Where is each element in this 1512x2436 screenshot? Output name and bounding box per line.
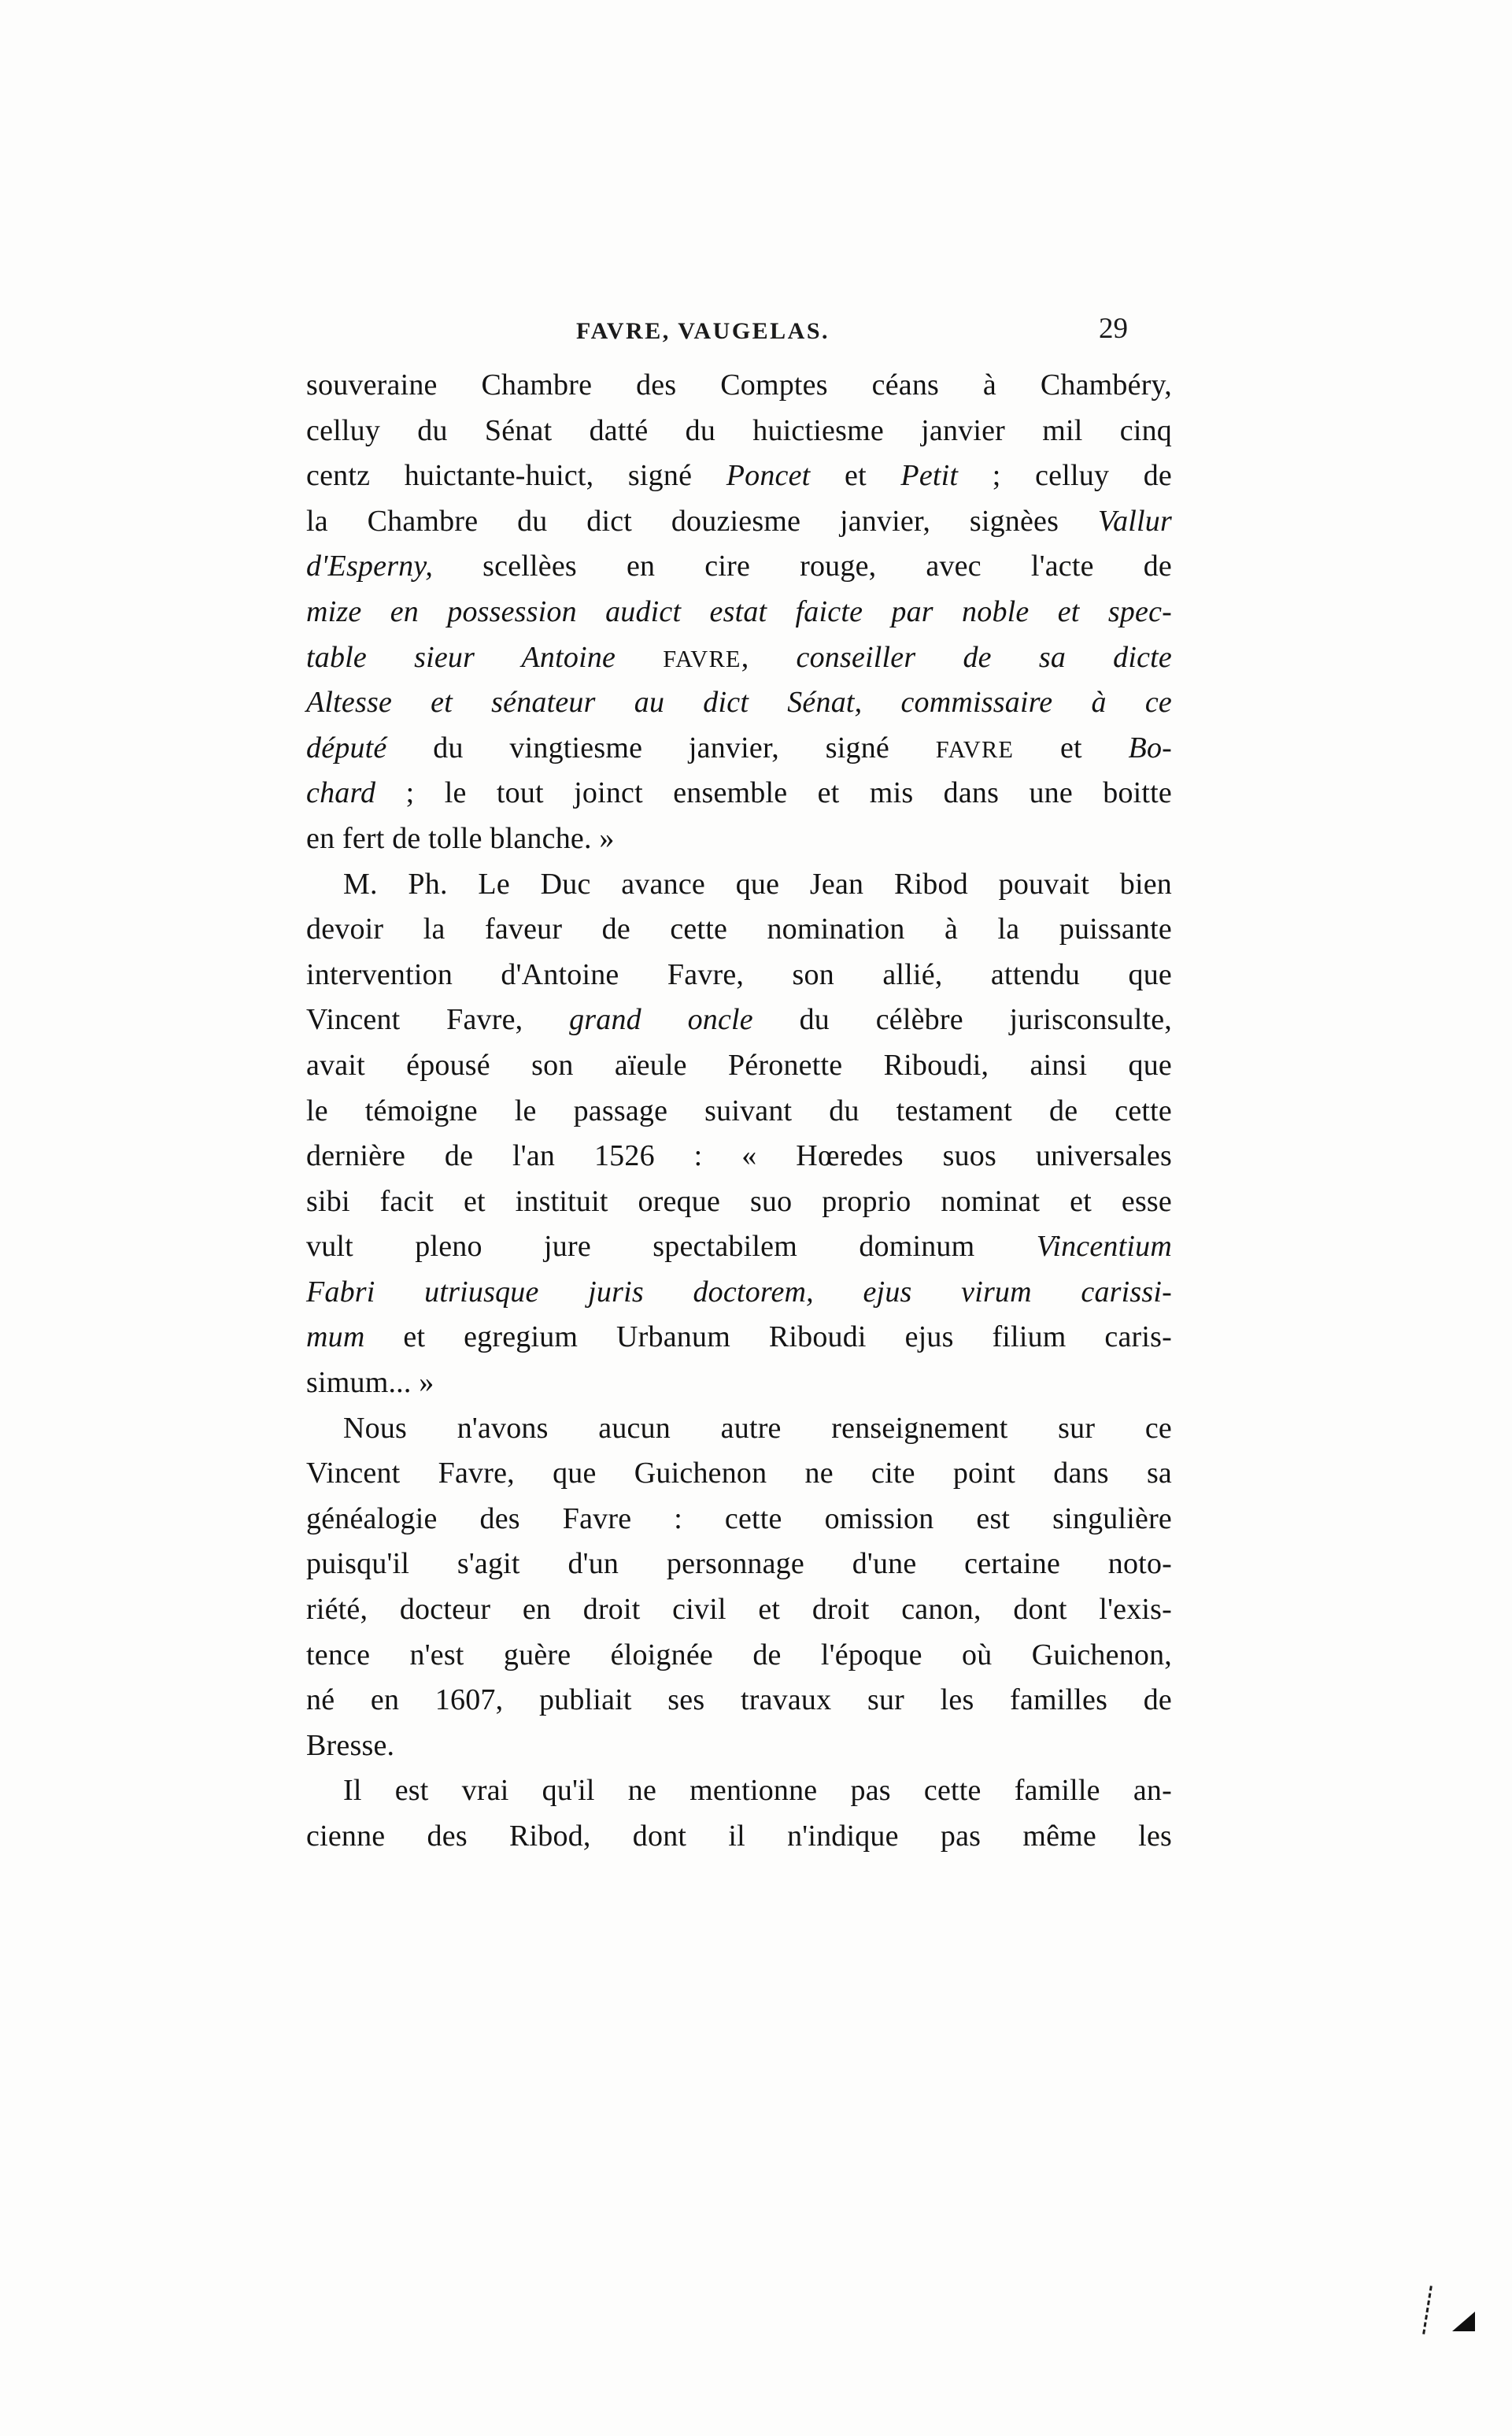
regular-text: la Chambre du dict douziesme janvier, signèes <box>306 504 1098 538</box>
regular-text: cienne des Ribod, dont il n'indique pas même les <box>306 1820 1172 1853</box>
regular-text: centz huictante-huict, signé <box>306 459 726 493</box>
italic-text: grand oncle <box>569 1003 753 1037</box>
regular-text: Il est vrai qu'il ne mentionne pas cette famille an- <box>343 1774 1172 1808</box>
regular-text: dernière de l'an 1526 : « Hœredes suos universales <box>306 1139 1172 1173</box>
text-line <box>306 998 1172 1043</box>
regular-text: celluy du Sénat datté du huictiesme janvier mil cinq <box>306 413 1172 447</box>
regular-text: du vingtiesme janvier, signé <box>386 731 936 764</box>
text-line <box>306 862 1172 908</box>
text-line <box>306 1633 1172 1679</box>
italic-text: député <box>306 731 387 764</box>
regular-text: M. Ph. Le Duc avance que Jean Ribod pouvait bien <box>343 867 1172 901</box>
text-line <box>306 1134 1172 1179</box>
running-title: FAVRE, VAUGELAS. <box>576 318 830 344</box>
italic-text: Fabri utriusque juris doctorem, ejus virum carissi- <box>306 1275 1172 1309</box>
regular-text: Nous n'avons aucun autre renseignement sur ce <box>343 1411 1172 1445</box>
text-line <box>306 635 1172 681</box>
smallcaps-name: FAVRE <box>663 645 741 672</box>
text-line <box>306 1587 1172 1633</box>
text-line <box>306 726 1172 772</box>
text-line <box>306 1315 1172 1361</box>
text-line <box>306 363 1172 409</box>
regular-text: et <box>810 459 901 493</box>
regular-text: avait épousé son aïeule Péronette Riboudi, ainsi que <box>306 1048 1172 1082</box>
regular-text: , <box>741 640 797 674</box>
text-line <box>306 1678 1172 1723</box>
text-line <box>306 1814 1172 1860</box>
scan-corner-triangle-icon <box>1452 2312 1475 2331</box>
text-line <box>306 1723 1172 1769</box>
regular-text: simum... » <box>306 1366 434 1400</box>
italic-text: mum <box>306 1320 365 1354</box>
text-line <box>306 1406 1172 1452</box>
text-line <box>306 1224 1172 1270</box>
regular-text: sibi facit et instituit oreque suo proprio nominat et esse <box>306 1184 1172 1218</box>
smallcaps-name: FAVRE <box>935 735 1015 763</box>
text-line <box>306 953 1172 998</box>
regular-text: ; celluy de <box>958 459 1173 493</box>
regular-text: et <box>1014 731 1129 764</box>
regular-text: ; le tout joinct ensemble et mis dans une boitte <box>375 776 1172 810</box>
regular-text: scellèes en cire rouge, avec l'acte de <box>433 550 1172 583</box>
text-line <box>306 1451 1172 1497</box>
text-line <box>306 771 1172 816</box>
text-line <box>306 1497 1172 1542</box>
italic-text: Vallur <box>1097 504 1172 538</box>
text-line <box>306 1270 1172 1316</box>
regular-text: Vincent Favre, que Guichenon ne cite point dans sa <box>306 1457 1172 1490</box>
italic-text: Poncet <box>726 459 811 493</box>
italic-text: table sieur Antoine <box>306 640 664 674</box>
text-line <box>306 544 1172 590</box>
regular-text: généalogie des Favre : cette omission est singulière <box>306 1501 1172 1535</box>
text-line <box>306 816 1172 862</box>
regular-text: Vincent Favre, <box>306 1003 570 1037</box>
text-line <box>306 1542 1172 1587</box>
text-line <box>306 1361 1172 1406</box>
regular-text: en fert de tolle blanche. » <box>306 821 615 855</box>
regular-text: vult pleno jure spectabilem dominum <box>306 1230 1037 1264</box>
regular-text: tence n'est guère éloignée de l'époque où Guichenon, <box>306 1638 1172 1672</box>
italic-text: Petit <box>900 459 959 493</box>
italic-text: conseiller de sa dicte <box>796 640 1172 674</box>
italic-text: Bo- <box>1128 731 1172 764</box>
regular-text: né en 1607, publiait ses travaux sur les familles de <box>306 1683 1172 1717</box>
regular-text: et egregium Urbanum Riboudi ejus filium caris- <box>364 1320 1172 1354</box>
text-line <box>306 680 1172 726</box>
regular-text: Bresse. <box>306 1728 395 1762</box>
italic-text: Vincentium <box>1036 1230 1172 1264</box>
italic-text: d'Esperny, <box>306 550 434 583</box>
regular-text: souveraine Chambre des Comptes céans à Chambéry, <box>306 368 1172 402</box>
text-line <box>306 1179 1172 1225</box>
page-number: 29 <box>1099 313 1128 345</box>
text-line <box>306 1089 1172 1135</box>
regular-text: devoir la faveur de cette nomination à la puissante <box>306 913 1172 946</box>
regular-text: intervention d'Antoine Favre, son allié, attendu que <box>306 957 1172 991</box>
italic-text: mize en possession audict estat faicte par noble et spec- <box>306 594 1172 628</box>
text-line <box>306 590 1172 635</box>
italic-text: chard <box>306 776 376 810</box>
text-line <box>306 499 1172 545</box>
scan-pen-mark-line <box>1422 2286 1433 2334</box>
italic-text: Altesse et sénateur au dict Sénat, commissaire à ce <box>306 686 1172 720</box>
text-line <box>306 454 1172 499</box>
text-line <box>306 1043 1172 1089</box>
regular-text: puisqu'il s'agit d'un personnage d'une certaine noto- <box>306 1547 1172 1581</box>
regular-text: le témoigne le passage suivant du testament de cette <box>306 1094 1172 1127</box>
text-block <box>306 363 1172 1860</box>
regular-text: du célèbre jurisconsulte, <box>752 1003 1172 1037</box>
text-line <box>306 907 1172 953</box>
regular-text: riété, docteur en droit civil et droit canon, dont l'exis- <box>306 1593 1172 1627</box>
text-line <box>306 1768 1172 1814</box>
text-line <box>306 409 1172 454</box>
